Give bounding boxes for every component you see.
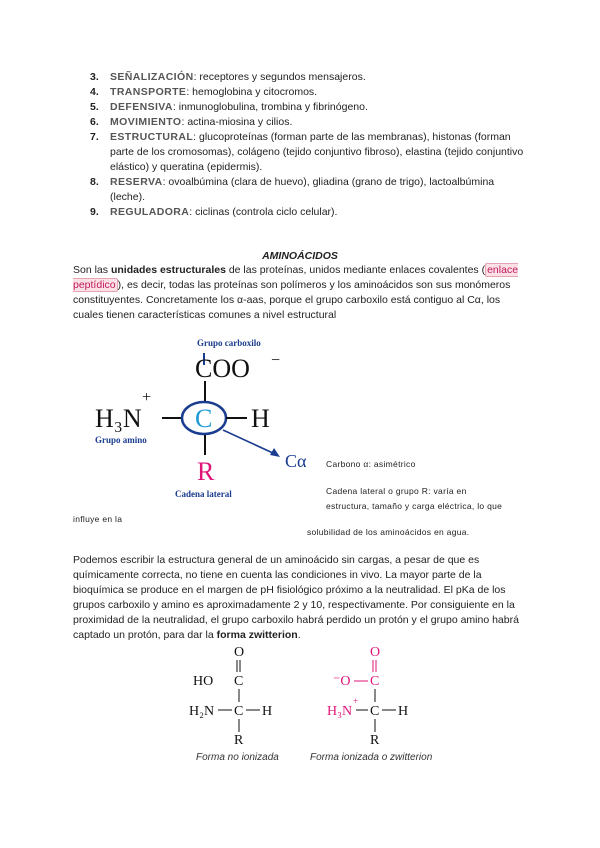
highlighted-term: enlace peptídico [73,264,519,291]
list-term: TRANSPORTE [110,86,187,98]
intro-bold: unidades estructurales [110,264,226,276]
r-label: R [370,733,380,748]
list-text: : ciclinas (controla ciclo celular). [189,206,338,218]
list-body [110,115,530,130]
list-item [90,85,530,100]
list-item [90,100,530,115]
carboxyl-c-label: C [234,674,244,689]
h-label: H [398,704,409,719]
calpha-arrowhead [270,448,280,457]
list-text: : glucoproteínas (forman parte de las membranas), histonas (forman parte de los cromosomas), colágeno (tejido conjuntivo fibroso), elastina (tejido conjuntivo elástico) y queratina (epidermis). [110,131,524,173]
h-label: H [251,404,270,433]
c-alpha-label: C [195,404,213,433]
minus-o-label: ⁻O [333,674,351,689]
alpha-c-label: C [234,704,244,719]
list-item [90,205,530,220]
list-number: 8. [90,176,99,188]
list-term: SEÑALIZACIÓN [110,71,194,83]
list-body [110,130,530,175]
list-item [90,115,530,130]
list-body [110,175,530,205]
coo-charge: − [271,352,281,369]
alpha-c-label: C [370,704,380,719]
ho-label: HO [193,674,214,689]
list-text: : receptores y segundos mensajeros. [193,71,366,83]
list-number: 9. [90,206,99,218]
nh3-plus: + [353,696,359,706]
caption-zwitterion: Forma ionizada o zwitterion [310,752,433,763]
list-text: : inmunoglobulina, trombina y fibrinógeno. [172,101,368,113]
list-body [110,205,530,220]
note-influye: influye en la [73,514,123,524]
list-text: : actina-miosina y cilios. [181,116,293,128]
non-ionized-structure [185,642,285,750]
grupo-carboxilo-label: Grupo carboxilo [197,338,261,348]
oxygen-label: O [370,645,381,660]
h-label: H [262,704,273,719]
amino-acid-diagram [85,335,335,505]
function-list [90,70,530,220]
list-body [110,85,530,100]
list-term: RESERVA [110,176,163,188]
list-body [110,70,530,85]
list-text: : ovoalbúmina (clara de huevo), gliadina (grano de trigo), lactoalbúmina (leche). [110,176,495,203]
list-term: ESTRUCTURAL [110,131,194,143]
h3n-label: H₃N [327,704,353,719]
cadena-lateral-label: Cadena lateral [175,489,232,499]
list-number: 6. [90,116,99,128]
coo-label: COO [195,354,250,383]
h2n-label: H₂N [189,704,215,719]
list-term: MOVIMIENTO [110,116,182,128]
calpha-arrow [223,430,275,454]
para2-text: Podemos escribir la estructura general de un aminoácido sin cargas, a pesar de que es químicamente correcta, no tiene en cuenta las condiciones in vivo. La mayor parte de la bioquímica se produce en el margen de pH fisiológico próximo a la neutralidad. El pKa de los grupos carboxilo y amino es aproximadamente 2 y 10, respectivamente. Por consiguiente en la proximidad de la neutralidad, el grupo carboxilo habrá perdido un protón y el grupo amino habrá captado un protón, para dar la [73,554,519,641]
caption-non-ionized: Forma no ionizada [196,752,279,763]
list-number: 7. [90,131,99,143]
list-number: 5. [90,101,99,113]
list-term: REGULADORA [110,206,190,218]
h3n-label: H₃N [95,404,142,433]
list-number: 4. [90,86,99,98]
grupo-amino-label: Grupo amino [95,435,147,445]
zwitterion-structure [325,642,425,750]
list-term: DEFENSIVA [110,101,173,113]
list-body [110,100,530,115]
note-carbono: Carbono α: asimétrico [326,459,416,469]
intro-paragraph [73,263,533,323]
nh3-plus: + [142,389,152,406]
intro-text-2: de las proteínas, unidos mediante enlaces covalentes ( [225,264,486,276]
para2-end: . [297,629,301,641]
intro-text-1: Son las [73,264,111,276]
list-item [90,70,530,85]
carboxyl-c-label: C [370,674,380,689]
r-group-label: R [197,457,215,486]
list-text: : hemoglobina y citocromos. [186,86,318,98]
list-item [90,130,530,175]
r-label: R [234,733,244,748]
calpha-label: Cα [285,451,307,471]
note-cadena-2: estructura, tamaño y carga eléctrica, lo que [326,501,503,511]
note-solubilidad: solubilidad de los aminoácidos en agua. [307,527,470,537]
list-number: 3. [90,71,99,83]
oxygen-label: O [234,645,245,660]
note-cadena-1: Cadena lateral o grupo R: varía en [326,486,467,496]
section-title: AMINOÁCIDOS [262,250,338,262]
para2-bold: forma zwitterion [216,629,298,641]
zwitterion-paragraph [73,553,533,643]
intro-text-3: ), es decir, todas las proteínas son polímeros y los aminoácidos son sus monómeros constituyentes. Concretamente los α-aas, porque el grupo carboxilo está contiguo al Cα, los cuales tienen características comunes a nivel estructural [73,279,511,321]
list-item [90,175,530,205]
